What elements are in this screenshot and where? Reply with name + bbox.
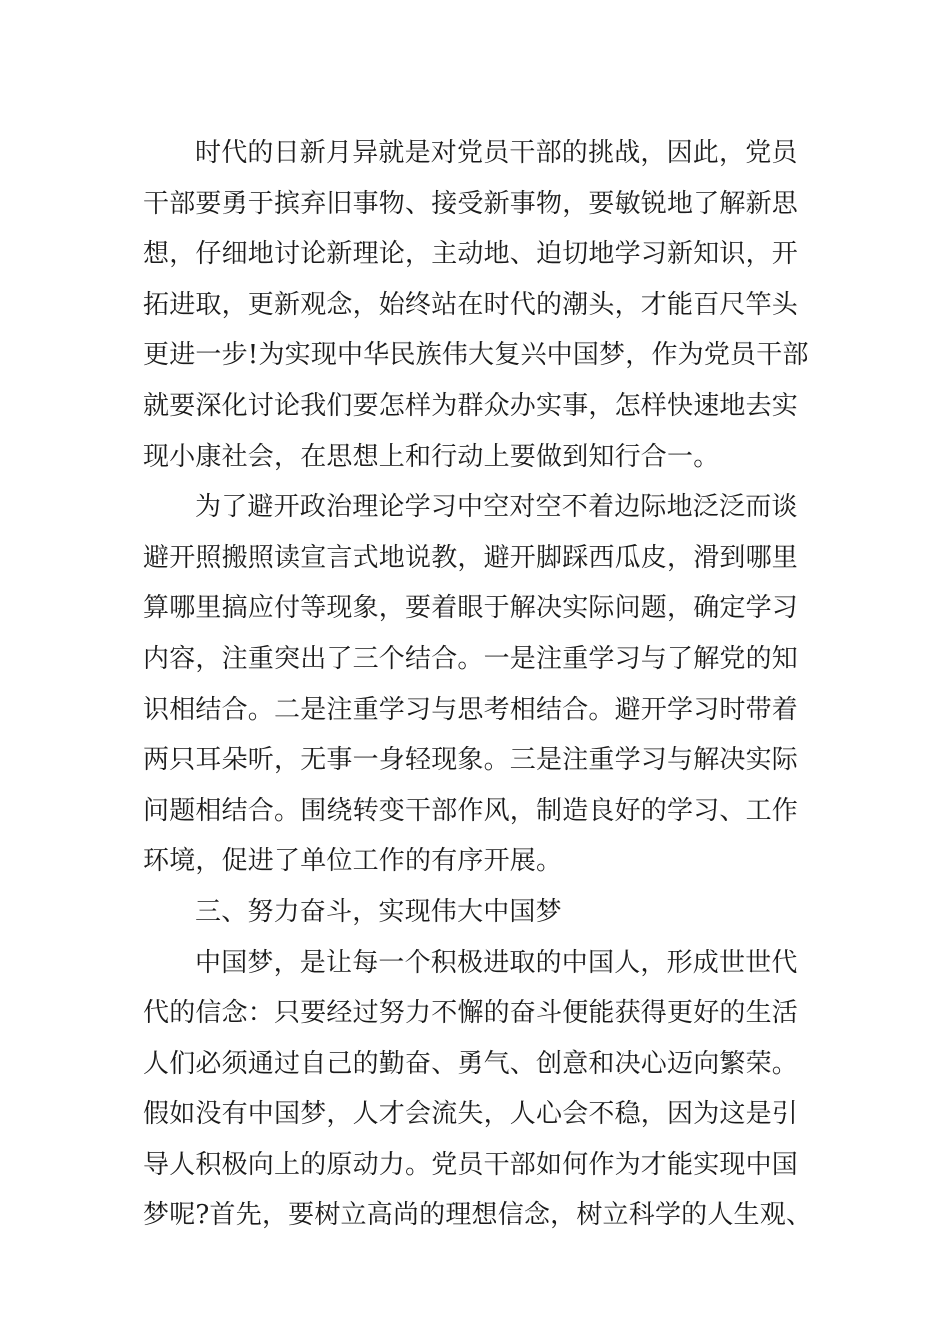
paragraph-3 bbox=[143, 938, 811, 1242]
text-line: 现小康社会，在思想上和行动上要做到知行合一。 bbox=[143, 441, 720, 472]
text-line: 导人积极向上的原动力。党员干部如何作为才能实现中国 bbox=[143, 1149, 799, 1180]
heading-line: 三、努力奋斗，实现伟大中国梦 bbox=[195, 896, 562, 927]
text-line: 更进一步!为实现中华民族伟大复兴中国梦，作为党员干部 bbox=[143, 340, 809, 371]
text-line: 两只耳朵听，无事一身轻现象。三是注重学习与解决实际 bbox=[143, 745, 799, 776]
text-line: 算哪里搞应付等现象，要着眼于解决实际问题，确定学习 bbox=[143, 593, 799, 624]
text-line: 时代的日新月异就是对党员干部的挑战，因此，党员 bbox=[195, 138, 798, 168]
text-line: 中国梦，是让每一个积极进取的中国人，形成世世代 bbox=[195, 947, 798, 978]
section-heading bbox=[143, 887, 811, 938]
text-line: 拓进取，更新观念，始终站在时代的潮头，才能百尺竿头 bbox=[143, 289, 799, 320]
text-line: 人们必须通过自己的勤奋、勇气、创意和决心迈向繁荣。 bbox=[143, 1048, 799, 1079]
text-line: 识相结合。二是注重学习与思考相结合。避开学习时带着 bbox=[143, 694, 799, 725]
text-line: 问题相结合。围绕转变干部作风，制造良好的学习、工作 bbox=[143, 795, 799, 826]
text-line: 假如没有中国梦，人才会流失，人心会不稳，因为这是引 bbox=[143, 1099, 799, 1130]
text-line: 为了避开政治理论学习中空对空不着边际地泛泛而谈 bbox=[195, 492, 798, 523]
text-line: 代的信念：只要经过努力不懈的奋斗便能获得更好的生活 bbox=[143, 998, 799, 1029]
text-line: 梦呢?首先，要树立高尚的理想信念，树立科学的人生观、 bbox=[143, 1200, 813, 1231]
text-line: 干部要勇于摈弃旧事物、接受新事物，要敏锐地了解新思 bbox=[143, 188, 799, 219]
text-line: 内容，注重突出了三个结合。一是注重学习与了解党的知 bbox=[143, 643, 799, 674]
text-line: 就要深化讨论我们要怎样为群众办实事，怎样快速地去实 bbox=[143, 390, 799, 421]
text-line: 想，仔细地讨论新理论，主动地、迫切地学习新知识，开 bbox=[143, 239, 799, 270]
text-line: 避开照搬照读宣言式地说教，避开脚踩西瓜皮，滑到哪里 bbox=[143, 542, 799, 573]
paragraph-1 bbox=[143, 128, 811, 482]
text-line: 环境，促进了单位工作的有序开展。 bbox=[143, 846, 563, 877]
paragraph-2 bbox=[143, 482, 811, 887]
body-text bbox=[143, 128, 811, 1241]
